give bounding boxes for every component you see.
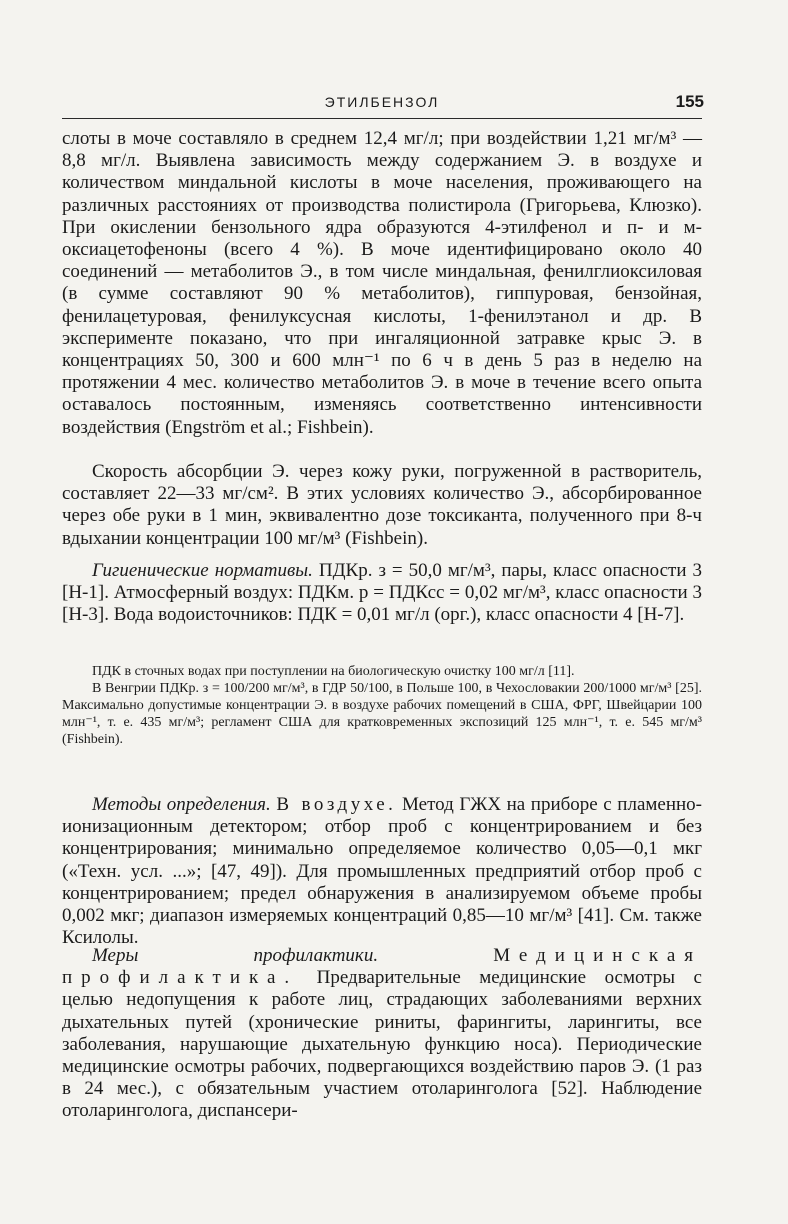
prevention-spaced-heading: Медицинская профилактика. bbox=[62, 945, 702, 989]
hygiene-section bbox=[62, 560, 702, 627]
header-rule bbox=[62, 118, 702, 119]
note-foreign-limits: В Венгрии ПДКр. з = 100/200 мг/м³, в ГДР 50/100, в Польше 100, в Чехословакии 200/1000 мг/м³ [25]. Максимально допустимые концентрации Э. в воздухе рабочих помещений в США, ФРГ, Швейцарии 100 млн⁻¹, т. е. 435 мг/м³; регламент США для кратковременных экспозиций 125 млн⁻¹, т. е. 545 мг/м³ (Fishbein). bbox=[62, 681, 702, 747]
methods-heading: Методы определения. bbox=[92, 794, 271, 815]
footnotes-block bbox=[62, 663, 702, 748]
metabolism-paragraph bbox=[62, 128, 702, 439]
hygiene-text: ПДКр. з = 50,0 мг/м³, пары, класс опасности 3 [Н-1]. Атмосферный воздух: ПДКм. р = ПДКсс = 0,02 мг/м³, класс опасности 3 [Н-3]. Вода водоисточников: ПДК = 0,01 мг/л (орг.), класс опасности 4 [Н-7]. bbox=[62, 560, 702, 626]
note-wastewater: ПДК в сточных водах при поступлении на биологическую очистку 100 мг/л [11]. bbox=[92, 664, 575, 679]
prevention-section bbox=[62, 945, 702, 1123]
paragraph-skin-absorption: Скорость абсорбции Э. через кожу руки, погруженной в растворитель, составляет 22—33 мг/см². В этих условиях количество Э., абсорбированное через обе руки в 1 мин, эквивалентно дозе токсиканта, полученного при 8-ч вдыхании концентрации 100 мг/м³ (Fishbein). bbox=[62, 461, 702, 549]
methods-text: Метод ГЖХ на приборе с пламенно-ионизационным детектором; отбор проб с концентрированием и без концентрирования; минимально определяемое количество 0,05—0,1 мкг («Техн. усл. ...»; [47, 49]). Для промышленных предприятий отбор проб с концентрированием; предел обнаружения в анализируемом объеме пробы 0,002 мкг; диапазон измеряемых концентраций 0,85—10 мг/м³ [41]. См. также Ксилолы. bbox=[62, 794, 703, 949]
page-number: 155 bbox=[675, 92, 704, 111]
absorption-paragraph bbox=[62, 461, 702, 550]
hygiene-heading: Гигиенические нормативы. bbox=[92, 560, 313, 581]
methods-section bbox=[62, 794, 702, 949]
paragraph-metabolites: слоты в моче составляло в среднем 12,4 мг/л; при воздействии 1,21 мг/м³ — 8,8 мг/л. Выявлена зависимость между содержанием Э. в воздухе и количеством миндальной кислоты в моче населения, проживающего на различных расстояниях от производства полистирола (Григорьева, Клюзко). При окислении бензольного ядра образуются 4-этилфенол и п- и м-оксиацетофеноны (всего 4 %). В моче идентифицировано около 40 соединений — метаболитов Э., в том числе миндальная, фенилглиоксиловая (в сумме составляют 90 % метаболитов), гиппуровая, бензойная, фенилацетуровая, фенилуксусная кислоты, 1-фенилэтанол и др. В эксперименте показано, что при ингаляционной затравке крыс Э. в концентрациях 50, 300 и 600 млн⁻¹ по 6 ч в день 5 раз в неделю на протяжении 4 мес. количество метаболитов Э. в моче в течение всего опыта оставалось постоянным, изменяясь соответственно интенсивности воздействия (Engström et al.; Fishbein). bbox=[62, 128, 702, 438]
prevention-text: Предварительные медицинские осмотры с целью недопущения к работе лиц, страдающих заболеваниями верхних дыхательных путей (хронические риниты, фарингиты, ларингиты, все заболевания, нарушающие дыхательную функцию носа). Периодические медицинские осмотры рабочих, подвергающихся воздействию паров Э. (1 раз в 24 мес.), с обязательным участием отоларинголога [52]. Наблюдение отоларинголога, диспансери- bbox=[62, 967, 702, 1122]
page-header bbox=[62, 92, 702, 116]
paragraph-hygiene-norms bbox=[62, 560, 702, 627]
running-title: ЭТИЛБЕНЗОЛ bbox=[324, 94, 440, 110]
paragraph-methods bbox=[62, 794, 702, 949]
paragraph-prevention bbox=[62, 945, 702, 1123]
prevention-heading: Меры профилактики. bbox=[92, 945, 379, 966]
methods-spaced-heading: В воздухе. bbox=[276, 794, 397, 815]
